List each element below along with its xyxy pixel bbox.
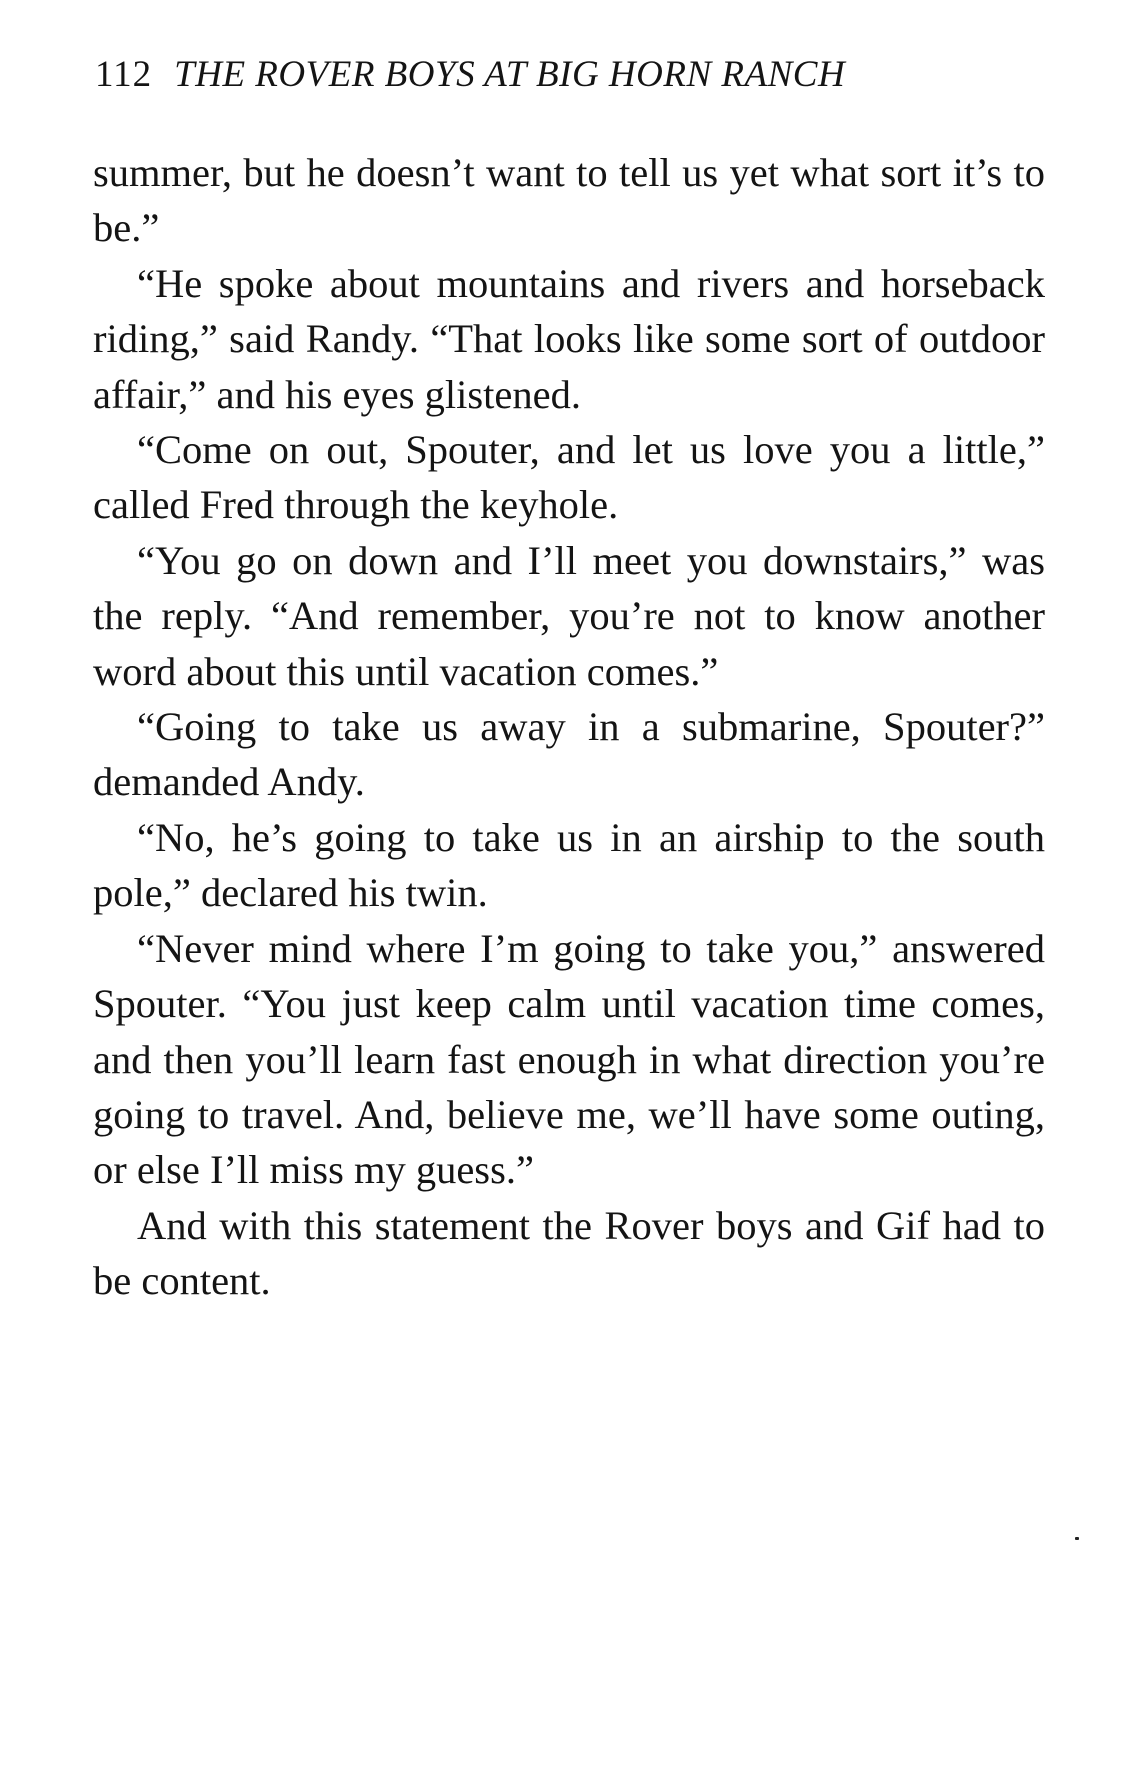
paragraph: “Never mind where I’m going to take you,” answered Spouter. “You just keep calm until vacation time comes, and then you’ll learn fast enough in what direction you’re going to travel. And, believe me, we’ll have some outing, or else I’ll miss my guess.” [93,925,1045,1193]
paragraph-final: And with this statement the Rover boys and Gif had to be content. [93,1202,1045,1304]
print-speck [1075,1537,1079,1540]
paragraph: “Come on out, Spouter, and let us love you a little,” called Fred through the keyhole. [93,427,1045,528]
running-head [95,50,985,100]
body-text [93,145,1045,1309]
paragraph: “Going to take us away in a submarine, Spouter?” demanded Andy. [93,704,1045,805]
book-title: THE ROVER BOYS AT BIG HORN RANCH [174,54,846,95]
paragraph-continued: summer, but he doesn’t want to tell us yet what sort it’s to be.” [93,150,1045,251]
paragraph: “You go on down and I’ll meet you downstairs,” was the reply. “And remember, you’re not to know another word about this until vacation comes.” [93,537,1045,694]
paragraph: “No, he’s going to take us in an airship to the south pole,” declared his twin. [93,814,1045,916]
page-number: 112 [95,54,153,95]
paragraph: “He spoke about mountains and rivers and horseback riding,” said Randy. “That looks like some sort of outdoor affair,” and his eyes glistened. [93,260,1045,417]
